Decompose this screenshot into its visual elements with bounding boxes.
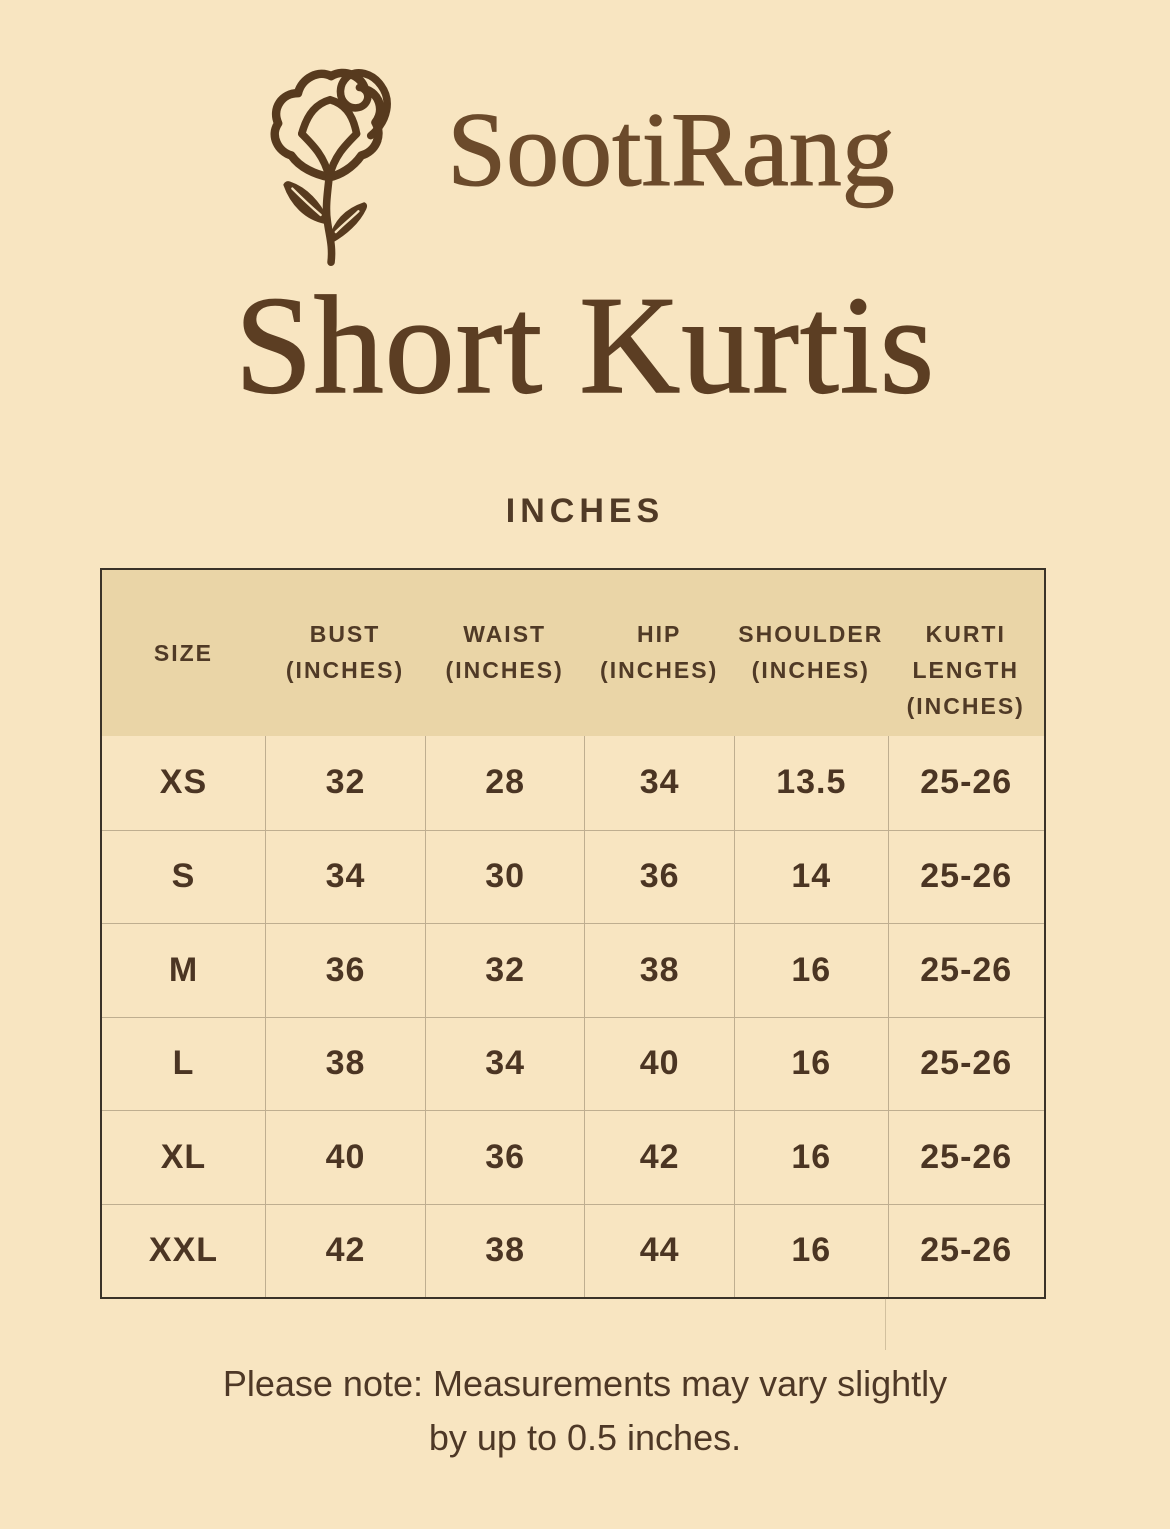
unit-label: INCHES [505,492,665,530]
table-row-xs [102,736,1044,830]
column-header-bust [265,570,425,736]
shoulder-cell: 14 [734,830,888,924]
waist-cell: 34 [425,1017,584,1111]
bust-cell: 42 [265,1204,425,1298]
bust-cell: 34 [265,830,425,924]
size-cell: L [102,1017,265,1111]
kurti-length-cell: 25-26 [888,830,1044,924]
column-header-size [102,570,265,736]
cotton-flower-icon [247,60,417,268]
column-header-unit: (INCHES) [285,657,405,683]
size-cell: XS [159,763,208,802]
kurti-length-cell: 25-26 [888,736,1044,830]
table-body [102,736,1044,1297]
stray-line-artifact [885,1298,886,1350]
column-header-label: WAIST [463,621,547,647]
table-header-row [102,570,1044,736]
bust-cell: 38 [265,1017,425,1111]
waist-cell: 30 [425,830,584,924]
kurti-length-cell: 25-26 [888,1204,1044,1298]
size-cell: S [102,830,265,924]
shoulder-cell: 16 [734,1017,888,1111]
column-header-unit: (INCHES) [600,657,719,683]
hip-cell: 40 [584,1017,734,1111]
column-header-label: SIZE [153,640,214,666]
column-header-waist [425,570,584,736]
hip-cell: 36 [584,830,734,924]
column-header-label: LENGTH [912,657,1020,683]
brand-header [0,0,1156,268]
column-header-shoulder [734,570,888,736]
brand-name: SootiRang [447,91,895,208]
shoulder-cell: 16 [734,1204,888,1298]
table-row-l [102,1017,1044,1111]
hip-cell: 38 [584,923,734,1017]
shoulder-cell: 13.5 [734,736,888,830]
size-chart-table [100,568,1046,1299]
kurti-length-cell: 25-26 [888,1110,1044,1204]
kurti-length-cell: 25-26 [888,923,1044,1017]
bust-cell: 32 [265,736,425,830]
column-header-label: HIP [636,621,682,647]
table-row-xl [102,1110,1044,1204]
bust-cell: 40 [265,1110,425,1204]
waist-cell: 36 [425,1110,584,1204]
kurti-length-cell: 25-26 [888,1017,1044,1111]
shoulder-cell: 16 [734,1110,888,1204]
page-title: Short Kurtis [234,268,936,423]
waist-cell: 38 [425,1204,584,1298]
column-header-unit: (INCHES) [906,693,1025,719]
column-header-label: BUST [309,621,381,647]
column-header-label: KURTI [925,621,1006,647]
waist-cell: 28 [425,736,584,830]
hip-cell: 42 [584,1110,734,1204]
column-header-kurti-length [888,570,1044,736]
column-header-unit: (INCHES) [445,657,564,683]
measurement-note-line: Please note: Measurements may vary slightly [222,1363,948,1404]
size-cell: XXL [102,1204,265,1298]
bust-cell: 36 [265,923,425,1017]
hip-cell: 44 [584,1204,734,1298]
column-header-hip [584,570,734,736]
measurement-note-line: by up to 0.5 inches. [428,1417,742,1458]
table-row-xxl [102,1204,1044,1298]
size-cell: M [102,923,265,1017]
waist-cell: 32 [425,923,584,1017]
column-header-label: SHOULDER [738,621,884,647]
shoulder-cell: 16 [734,923,888,1017]
table-row-m [102,923,1044,1017]
size-cell: XL [102,1110,265,1204]
column-header-unit: (INCHES) [751,657,870,683]
measurement-note [0,1357,1170,1465]
table-row-s [102,830,1044,924]
hip-cell: 34 [584,736,734,830]
